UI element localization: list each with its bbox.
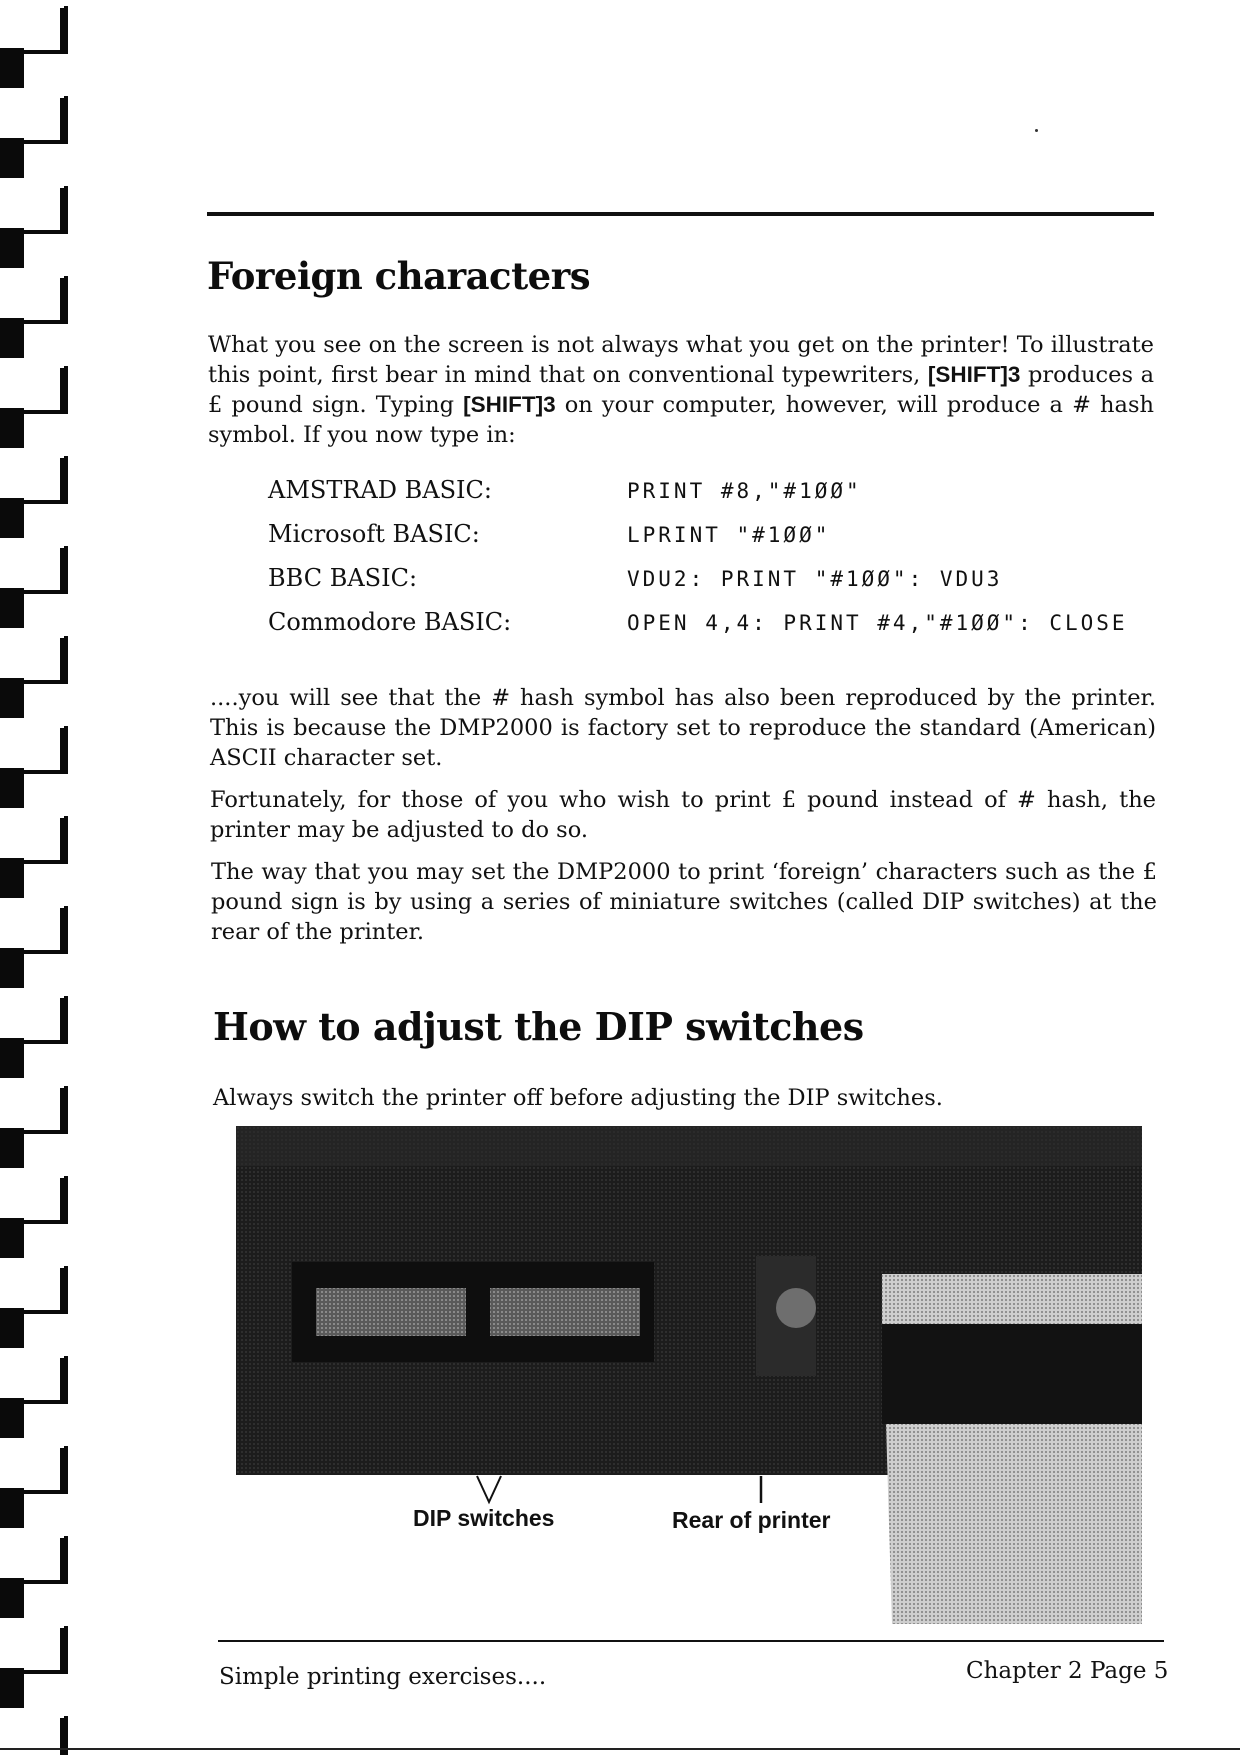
code-language: AMSTRAD BASIC:: [268, 476, 492, 504]
speck: [1035, 129, 1038, 132]
binding-bar: [60, 458, 68, 502]
result-paragraph: ....you will see that the # hash symbol has also been reproduced by the printer. This is because the DMP2000 is factory set to reproduce the standard (American) ASCII character set.: [210, 685, 1156, 771]
section-title-foreign-characters: Foreign characters: [207, 254, 591, 298]
binding-bar: [60, 1628, 68, 1672]
dip-explanation-paragraph: The way that you may set the DMP2000 to print ‘foreign’ characters such as the £ pound sign is by using a series of miniature switches (called DIP switches) at the rear of the printer.: [211, 859, 1157, 945]
code-row-microsoft: [268, 520, 1148, 564]
printer-rear-photo: [236, 1126, 1142, 1624]
code-language: BBC BASIC:: [268, 564, 418, 592]
binding-bar: [60, 1358, 68, 1402]
code-command: OPEN 4,4: PRINT #4,"#1ØØ": CLOSE: [627, 611, 1128, 635]
binding-bar: [60, 278, 68, 322]
binding-bar: [60, 1268, 68, 1312]
fortunately-paragraph: Fortunately, for those of you who wish to print £ pound instead of # hash, the printer may be adjusted to do so.: [210, 787, 1156, 843]
binding-bar: [60, 1178, 68, 1222]
binding-bar: [60, 548, 68, 592]
code-command: LPRINT "#1ØØ": [627, 523, 831, 547]
code-language: Commodore BASIC:: [268, 608, 512, 636]
footer-page-number: Chapter 2 Page 5: [966, 1658, 1169, 1684]
binding-bar: [60, 818, 68, 862]
spiral-binding: [0, 0, 80, 1755]
binding-bar: [60, 728, 68, 772]
section-title-dip-switches: How to adjust the DIP switches: [213, 1004, 864, 1049]
shift-key-1: [SHIFT]3: [927, 362, 1021, 387]
binding-bar: [60, 98, 68, 142]
caption-rear-of-printer: Rear of printer: [672, 1507, 831, 1533]
binding-bar: [60, 1448, 68, 1492]
page-bottom-edge: [0, 1748, 1240, 1750]
code-row-amstrad: [268, 476, 1148, 520]
warning-paragraph: Always switch the printer off before adjusting the DIP switches.: [213, 1085, 943, 1111]
photo-graphic: [236, 1126, 1142, 1624]
bottom-rule: [218, 1640, 1164, 1642]
shift-key-2: [SHIFT]3: [463, 392, 556, 417]
code-command: PRINT #8,"#1ØØ": [627, 479, 862, 503]
intro-text-2: produces a £ pound sign. Typing: [208, 362, 1155, 418]
binding-bar: [60, 998, 68, 1042]
binding-bar: [60, 908, 68, 952]
code-language: Microsoft BASIC:: [268, 520, 480, 548]
intro-text-1: What you see on the screen is not always what you get on the printer! To illustrate this point, first bear in mind that on conventional typewriters,: [208, 332, 1154, 388]
top-rule: [207, 212, 1154, 216]
caption-dip-switches: DIP switches: [413, 1505, 555, 1531]
code-examples-table: [268, 476, 1148, 652]
code-command: VDU2: PRINT "#1ØØ": VDU3: [627, 567, 1003, 591]
footer-section-title: Simple printing exercises....: [219, 1664, 547, 1690]
binding-bar: [60, 368, 68, 412]
binding-bar: [60, 1088, 68, 1132]
code-row-bbc: [268, 564, 1148, 608]
intro-paragraph: [208, 330, 1154, 450]
binding-bar: [60, 1538, 68, 1582]
intro-text-3: on your computer, however, will produce a # hash symbol. If you now type in:: [208, 392, 1154, 448]
binding-bar: [60, 8, 68, 52]
binding-bar: [60, 188, 68, 232]
code-row-commodore: [268, 608, 1148, 652]
binding-graphic: [0, 0, 80, 1755]
binding-bar: [60, 638, 68, 682]
